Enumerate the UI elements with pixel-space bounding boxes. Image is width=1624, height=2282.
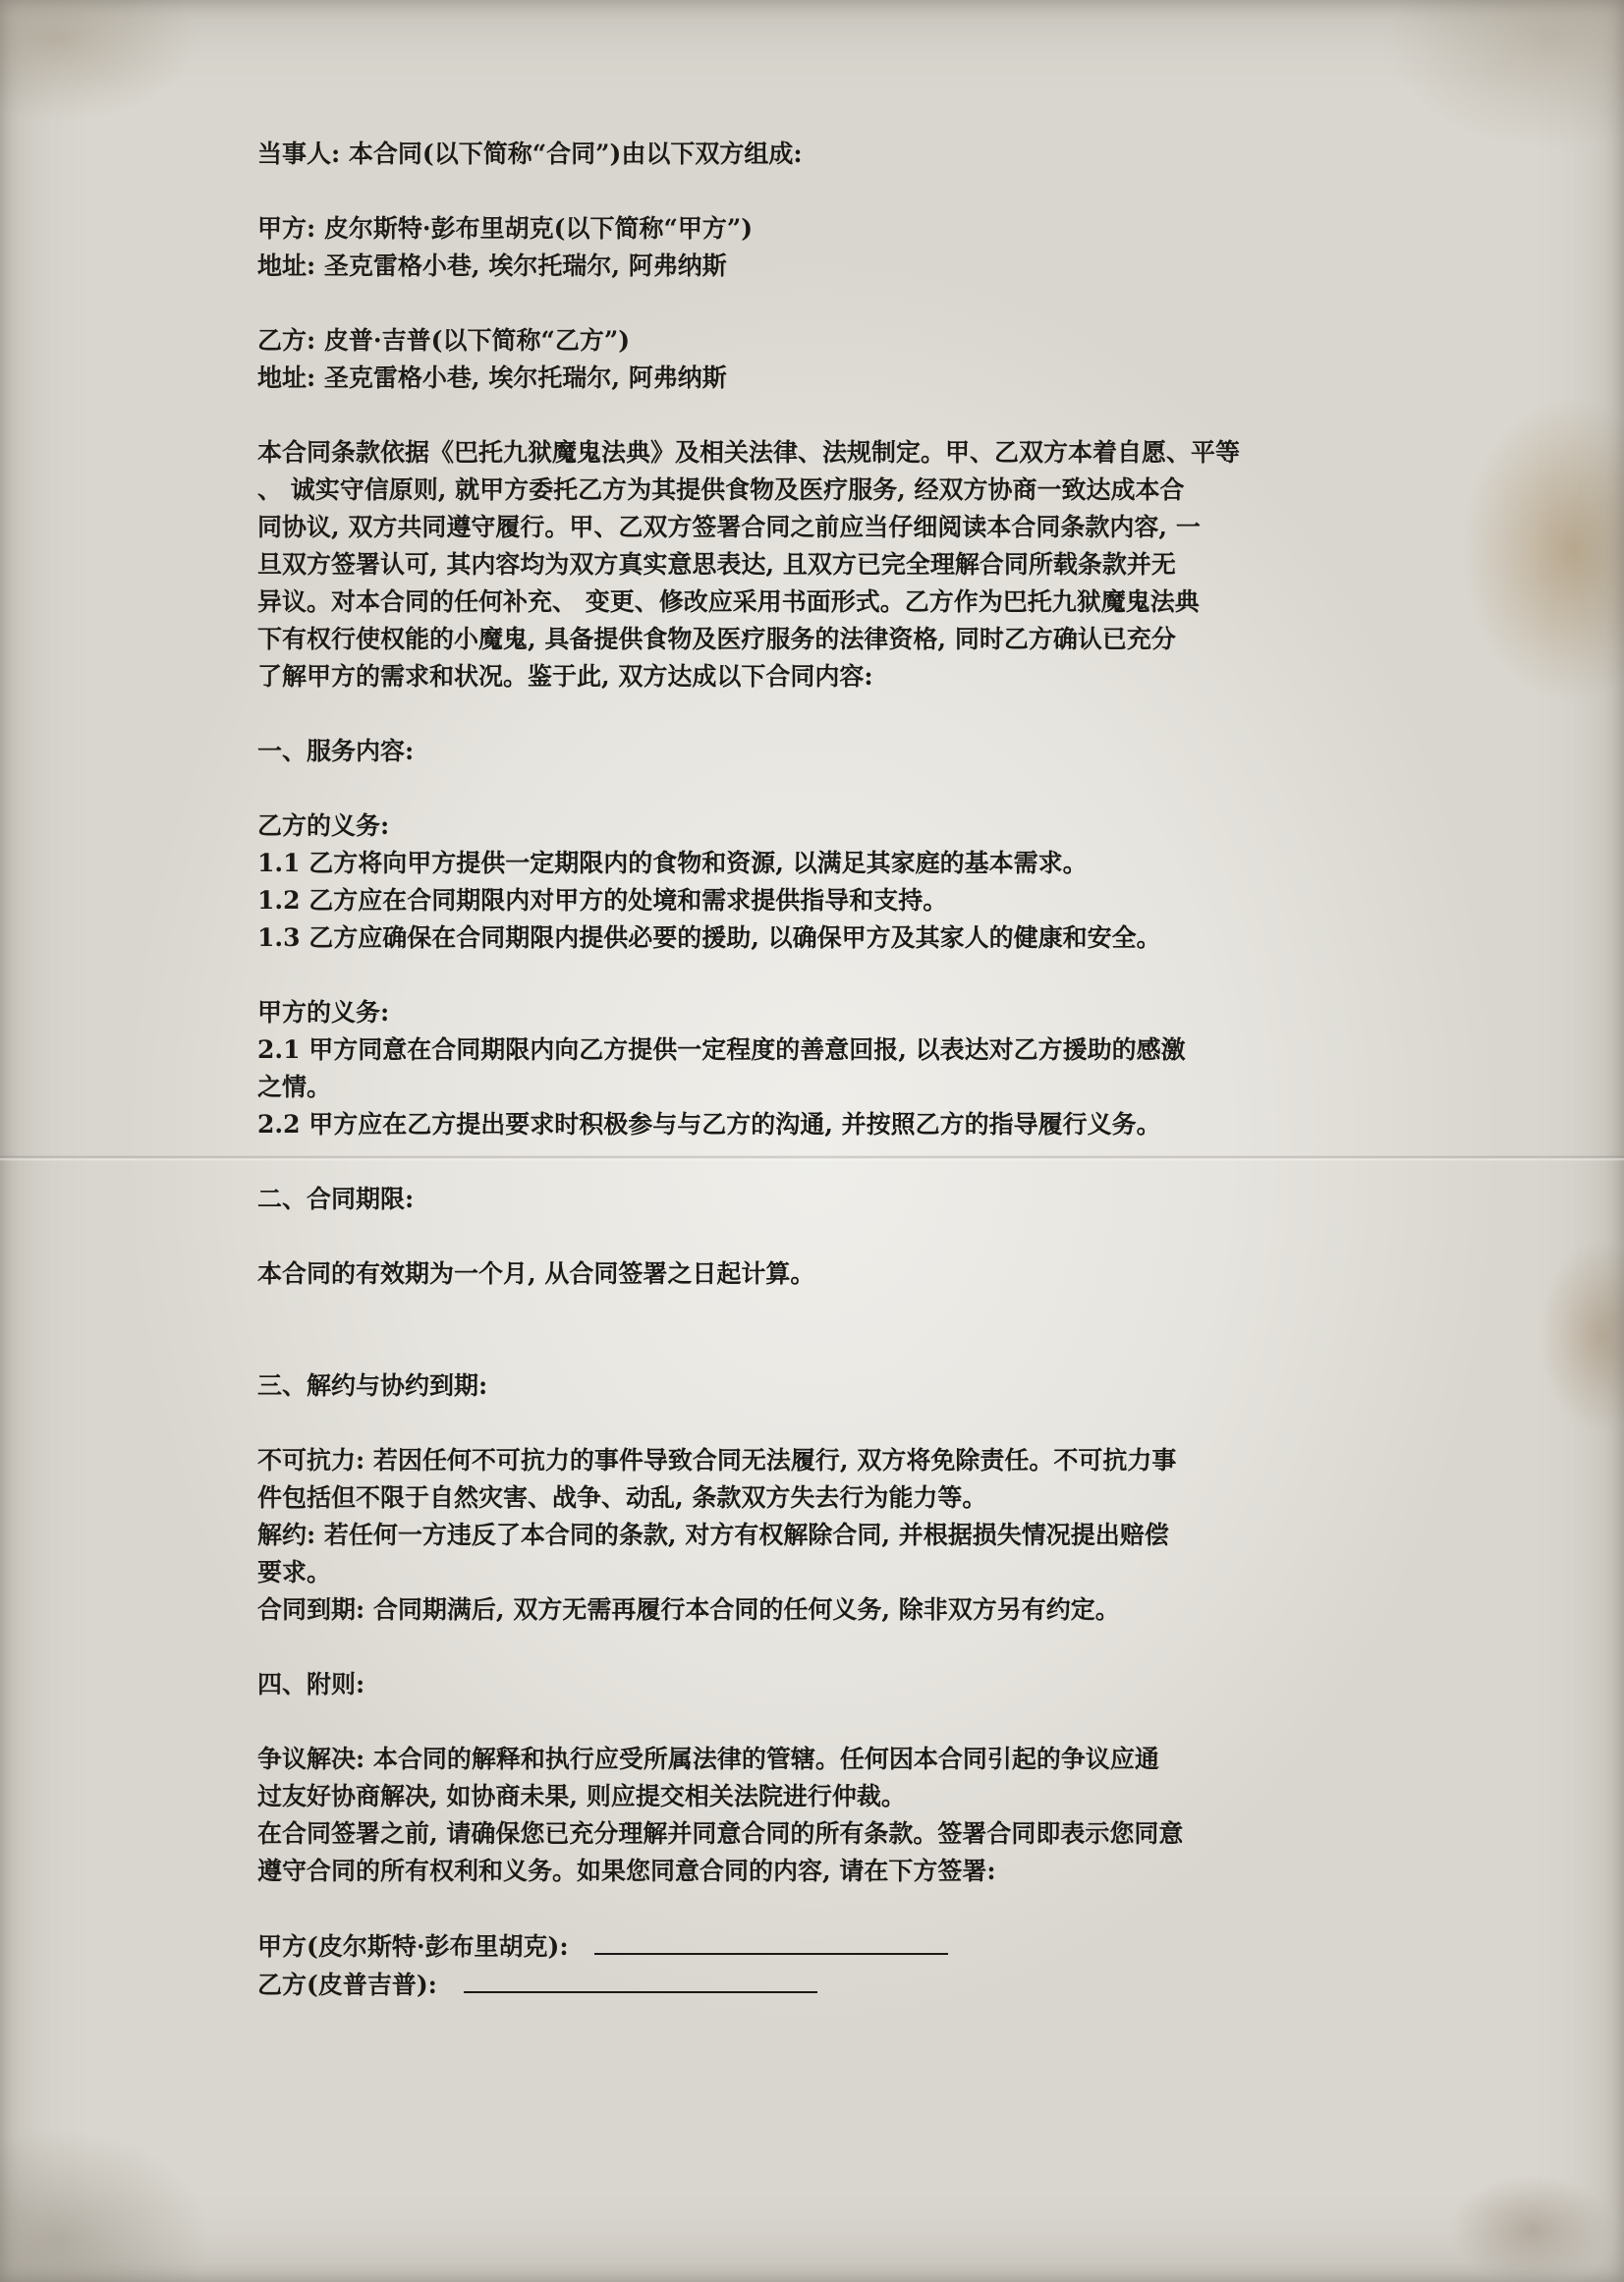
parties-intro: 当事人: 本合同(以下简称“合同”)由以下双方组成: [257, 139, 803, 168]
party-a-signature-label: 甲方(皮尔斯特·彭布里胡克): [257, 1932, 569, 1961]
party-a-signature-row [257, 1927, 1377, 1966]
section-3-termination [257, 1367, 1377, 1629]
preamble-line: 、 诚实守信原则, 就甲方委托乙方为其提供食物及医疗服务, 经双方协商一致达成本合 [257, 475, 1185, 504]
party-b-address: 地址: 圣克雷格小巷, 埃尔托瑞尔, 阿弗纳斯 [257, 363, 727, 392]
parties-block [257, 136, 1377, 397]
duty-item: 2.2 甲方应在乙方提出要求时积极参与与乙方的沟通, 并按照乙方的指导履行义务。 [257, 1110, 1161, 1139]
section-4-heading: 四、附则: [257, 1670, 365, 1698]
duty-item: 1.1 乙方将向甲方提供一定期限内的食物和资源, 以满足其家庭的基本需求。 [257, 849, 1088, 877]
party-a-name: 甲方: 皮尔斯特·彭布里胡克(以下简称“甲方”) [257, 214, 754, 243]
party-b-duties-title: 乙方的义务: [257, 811, 390, 840]
section-4-line: 争议解决: 本合同的解释和执行应受所属法律的管辖。任何因本合同引起的争议应通 [257, 1745, 1159, 1773]
preamble-line: 了解甲方的需求和状况。鉴于此, 双方达成以下合同内容: [257, 662, 873, 691]
section-1-services [257, 733, 1377, 1143]
duty-item: 1.2 乙方应在合同期限内对甲方的处境和需求提供指导和支持。 [257, 886, 948, 915]
preamble-line: 异议。对本合同的任何补充、 变更、修改应采用书面形式。乙方作为巴托九狱魔鬼法典 [257, 587, 1200, 616]
preamble-line: 下有权行使权能的小魔鬼, 具备提供食物及医疗服务的法律资格, 同时乙方确认已充分 [257, 625, 1176, 653]
section-2-term [257, 1181, 1377, 1293]
section-3-line: 解约: 若任何一方违反了本合同的条款, 对方有权解除合同, 并根据损失情况提出赔偿 [257, 1521, 1169, 1549]
section-3-line: 不可抗力: 若因任何不可抗力的事件导致合同无法履行, 双方将免除责任。不可抗力事 [257, 1446, 1177, 1475]
contract-text [257, 136, 1377, 2004]
section-2-text: 本合同的有效期为一个月, 从合同签署之日起计算。 [257, 1259, 815, 1288]
preamble-paragraph [257, 434, 1377, 696]
duty-item: 2.1 甲方同意在合同期限内向乙方提供一定程度的善意回报, 以表达对乙方援助的感激 [257, 1035, 1186, 1064]
party-b-signature-row [257, 1966, 1377, 2004]
party-b-signature-label: 乙方(皮普吉普): [257, 1971, 437, 1999]
section-4-line: 在合同签署之前, 请确保您已充分理解并同意合同的所有条款。签署合同即表示您同意 [257, 1819, 1184, 1848]
section-2-heading: 二、合同期限: [257, 1185, 415, 1213]
party-b-name: 乙方: 皮普·吉普(以下简称“乙方”) [257, 326, 631, 355]
duty-item: 之情。 [257, 1073, 332, 1101]
duty-item: 1.3 乙方应确保在合同期限内提供必要的援助, 以确保甲方及其家人的健康和安全。 [257, 923, 1161, 952]
section-3-heading: 三、解约与协约到期: [257, 1371, 488, 1400]
section-4-line: 遵守合同的所有权利和义务。如果您同意合同的内容, 请在下方签署: [257, 1857, 996, 1885]
signature-block [257, 1927, 1377, 2004]
preamble-line: 旦双方签署认可, 其内容均为双方真实意思表达, 且双方已完全理解合同所载条款并无 [257, 550, 1176, 579]
section-3-line: 合同到期: 合同期满后, 双方无需再履行本合同的任何义务, 除非双方另有约定。 [257, 1595, 1120, 1624]
party-a-address: 地址: 圣克雷格小巷, 埃尔托瑞尔, 阿弗纳斯 [257, 251, 727, 280]
section-1-heading: 一、服务内容: [257, 737, 415, 765]
section-4-appendix [257, 1666, 1377, 1890]
party-a-signature-line[interactable] [594, 1927, 948, 1955]
section-3-line: 件包括但不限于自然灾害、战争、动乱, 条款双方失去行为能力等。 [257, 1483, 987, 1512]
preamble-line: 本合同条款依据《巴托九狱魔鬼法典》及相关法律、法规制定。甲、乙双方本着自愿、平等 [257, 438, 1241, 467]
party-b-signature-line[interactable] [464, 1966, 817, 1993]
party-a-duties-title: 甲方的义务: [257, 998, 390, 1027]
section-4-line: 过友好协商解决, 如协商未果, 则应提交相关法院进行仲裁。 [257, 1782, 906, 1810]
section-3-line: 要求。 [257, 1558, 332, 1586]
preamble-line: 同协议, 双方共同遵守履行。甲、乙双方签署合同之前应当仔细阅读本合同条款内容, 一 [257, 513, 1201, 541]
